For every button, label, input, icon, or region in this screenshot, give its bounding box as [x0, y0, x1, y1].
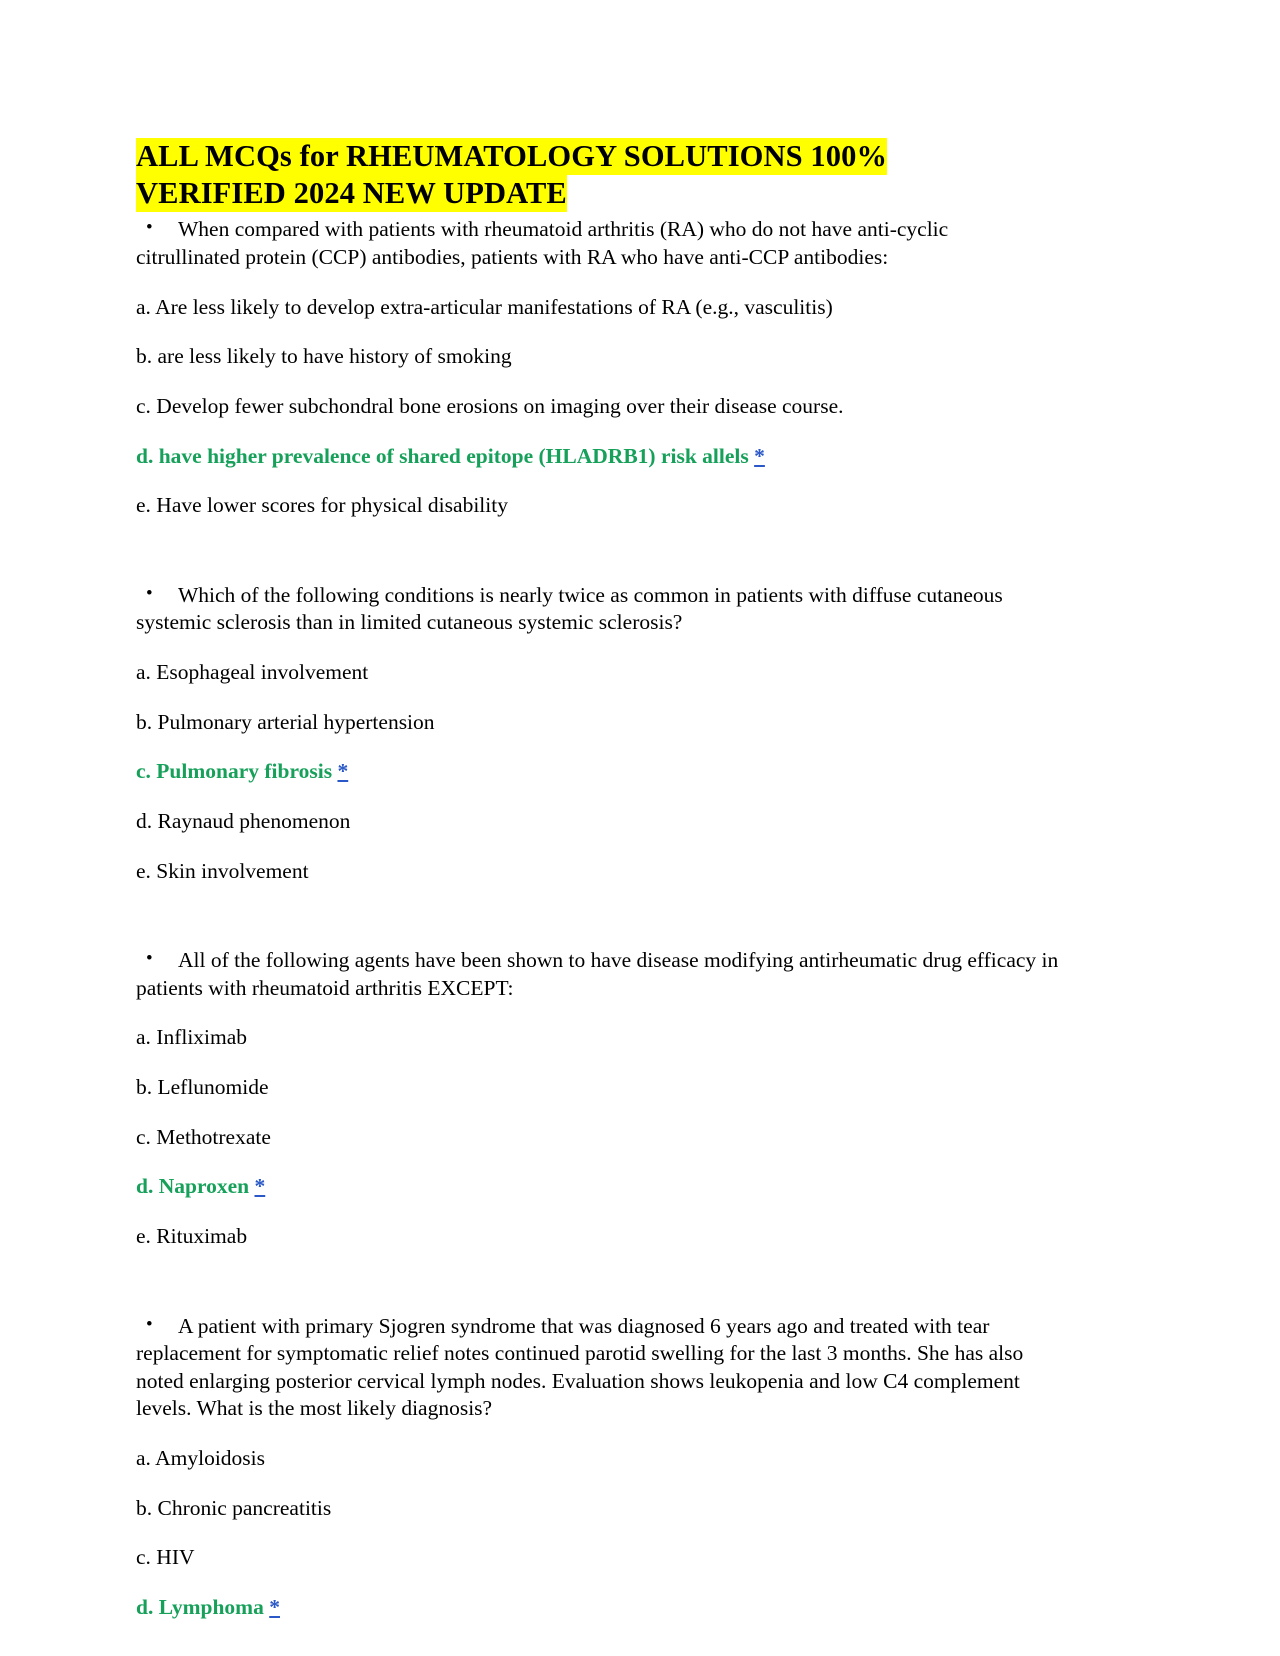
option-b[interactable] — [136, 1495, 1056, 1523]
answer-marker-link[interactable]: * — [269, 1594, 280, 1619]
option-text: a. Are less likely to develop extra-articular manifestations of RA (e.g., vasculitis) — [136, 294, 833, 319]
option-text: b. Leflunomide — [136, 1075, 269, 1100]
option-text: c. Pulmonary fibrosis — [136, 759, 333, 784]
bullet-icon: • — [146, 1313, 153, 1335]
bullet-icon: • — [146, 582, 153, 604]
option-text: b. are less likely to have history of smoking — [136, 344, 512, 369]
option-d[interactable] — [136, 808, 1056, 836]
option-text: b. Pulmonary arterial hypertension — [136, 709, 435, 734]
option-text: e. Skin involvement — [136, 858, 309, 883]
answer-marker-link[interactable]: * — [754, 443, 765, 468]
option-b[interactable] — [136, 343, 1056, 371]
option-text: a. Infliximab — [136, 1025, 248, 1050]
option-text: c. HIV — [136, 1545, 195, 1570]
answer-marker-link[interactable]: * — [254, 1174, 266, 1199]
option-e[interactable] — [136, 1223, 1056, 1251]
option-text: d. Lymphoma — [136, 1594, 264, 1619]
question-block — [136, 216, 1070, 519]
option-c[interactable] — [136, 1544, 1056, 1572]
block-spacer — [136, 1251, 1070, 1313]
option-b[interactable] — [136, 709, 1056, 737]
option-text: d. Raynaud phenomenon — [136, 808, 351, 833]
page-title-line-1: ALL MCQs for RHEUMATOLOGY SOLUTIONS 100% — [136, 139, 888, 173]
question-stem — [136, 1313, 1036, 1424]
option-text: e. Have lower scores for physical disability — [136, 493, 508, 518]
question-stem-text: Which of the following conditions is nearly twice as common in patients with diffuse cutaneous systemic sclerosis than in limited cutaneous systemic sclerosis? — [136, 582, 1003, 635]
option-d-correct-answer[interactable] — [136, 443, 1056, 471]
option-text: a. Amyloidosis — [136, 1446, 266, 1471]
option-b[interactable] — [136, 1074, 1056, 1102]
question-stem-text: When compared with patients with rheumatoid arthritis (RA) who do not have anti-cyclic citrullinated protein (CCP) antibodies, patients with RA who have anti-CCP antibodies: — [136, 217, 949, 270]
option-c[interactable] — [136, 393, 1056, 421]
option-c[interactable] — [136, 1124, 1056, 1152]
answer-marker-link[interactable]: * — [337, 759, 349, 784]
option-e[interactable] — [136, 858, 1056, 886]
page-title — [136, 138, 936, 212]
question-stem — [136, 947, 1081, 1002]
option-a[interactable] — [136, 1445, 1056, 1473]
option-text: d. have higher prevalence of shared epitope (HLADRB1) risk allels — [136, 443, 749, 468]
option-text: c. Methotrexate — [136, 1124, 271, 1149]
page-title-line-2: VERIFIED 2024 NEW UPDATE — [136, 176, 567, 211]
bullet-icon: • — [146, 948, 153, 970]
option-a[interactable] — [136, 659, 1056, 687]
block-spacer — [136, 885, 1070, 947]
question-block — [136, 947, 1070, 1250]
question-stem-text: A patient with primary Sjogren syndrome that was diagnosed 6 years ago and treated with tear replacement for symptomatic relief notes continued parotid swelling for the last 3 months. She has also noted enlarging posterior cervical lymph nodes. Evaluation shows leukopenia and low C4 complement levels. What is the most likely diagnosis? — [136, 1313, 1024, 1421]
option-text: b. Chronic pancreatitis — [136, 1495, 332, 1520]
question-stem — [136, 582, 1056, 637]
option-e[interactable] — [136, 492, 1056, 520]
question-block — [136, 1313, 1070, 1622]
option-text: c. Develop fewer subchondral bone erosions on imaging over their disease course. — [136, 393, 844, 418]
option-d-correct-answer[interactable] — [136, 1594, 1056, 1622]
option-text: a. Esophageal involvement — [136, 660, 369, 685]
bullet-icon: • — [146, 217, 153, 239]
option-a[interactable] — [136, 1024, 1056, 1052]
question-block — [136, 582, 1070, 885]
option-d-correct-answer[interactable] — [136, 1173, 1056, 1201]
question-stem-text: All of the following agents have been shown to have disease modifying antirheumatic drug efficacy in patients with rheumatoid arthritis EXCEPT: — [136, 948, 1059, 1000]
option-c-correct-answer[interactable] — [136, 758, 1056, 786]
option-text: d. Naproxen — [136, 1174, 250, 1199]
block-spacer — [136, 520, 1070, 582]
question-stem — [136, 216, 1056, 271]
option-text: e. Rituximab — [136, 1223, 248, 1248]
option-a[interactable] — [136, 294, 1056, 322]
